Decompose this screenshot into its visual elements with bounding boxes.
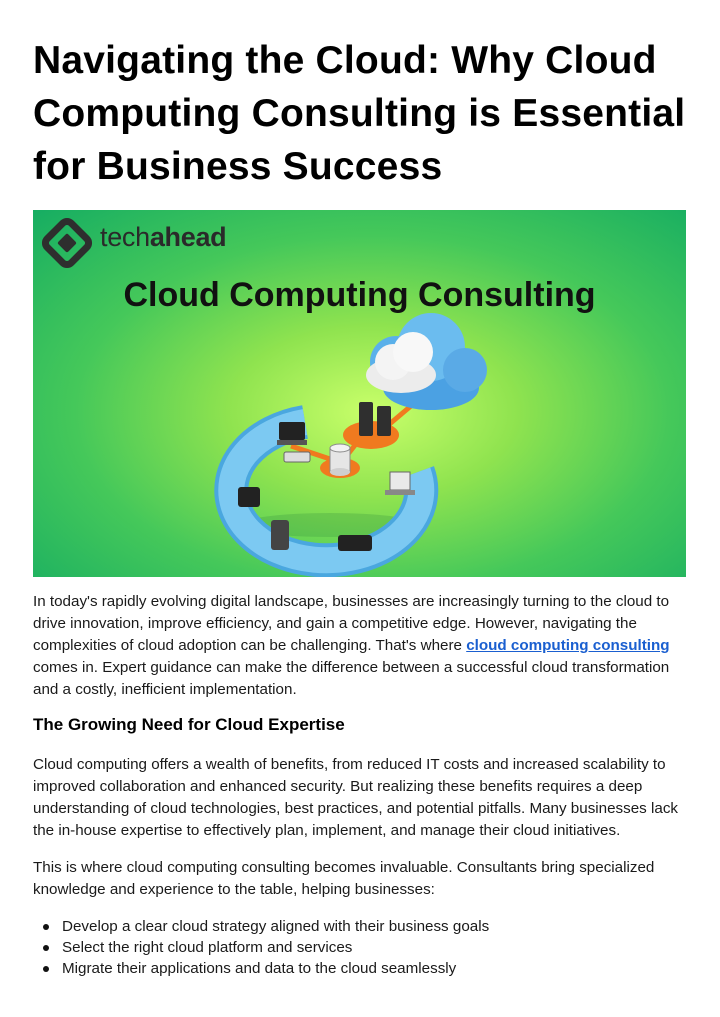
bullet-icon xyxy=(43,966,49,972)
benefits-list xyxy=(33,916,693,979)
list-item: Develop a clear cloud strategy aligned with their business goals xyxy=(33,916,693,937)
list-item: Migrate their applications and data to the cloud seamlessly xyxy=(33,958,693,979)
cloud-network-icon xyxy=(231,313,487,560)
hero-heading: Cloud Computing Consulting xyxy=(123,276,596,314)
section-paragraph-2: This is where cloud computing consulting becomes invaluable. Consultants bring specialized knowledge and experience to the table, helping businesses: xyxy=(33,859,655,898)
list-item: Select the right cloud platform and services xyxy=(33,937,693,958)
intro-paragraph: In today's rapidly evolving digital landscape, businesses are increasingly turning to the cloud to drive innovation, improve efficiency, and gain a competitive edge. However, navigating the complexities of cloud adoption can be challenging. That's where cloud computing consulting comes in. Expert guidance can make the difference between a successful cloud transformation and a costly, inefficient implementation. xyxy=(33,593,670,698)
bullet-icon xyxy=(43,924,49,930)
cloud-consulting-link[interactable]: cloud computing consulting xyxy=(466,637,670,654)
bullet-icon xyxy=(43,945,49,951)
section-heading: The Growing Need for Cloud Expertise xyxy=(33,715,345,734)
techahead-logo: techahead xyxy=(100,222,227,252)
hero-image xyxy=(33,210,686,577)
techahead-diamond-icon xyxy=(43,219,91,267)
article-title: Navigating the Cloud: Why Cloud Computing Consulting is Essential for Business Success xyxy=(33,39,686,188)
section-paragraph-1: Cloud computing offers a wealth of benefits, from reduced IT costs and increased scalability to improved collaboration and enhanced security. But realizing these benefits requires a deep understanding of cloud technologies, best practices, and potential pitfalls. Many businesses lack the in-house expertise to effectively plan, implement, and manage their cloud initiatives. xyxy=(33,756,679,839)
